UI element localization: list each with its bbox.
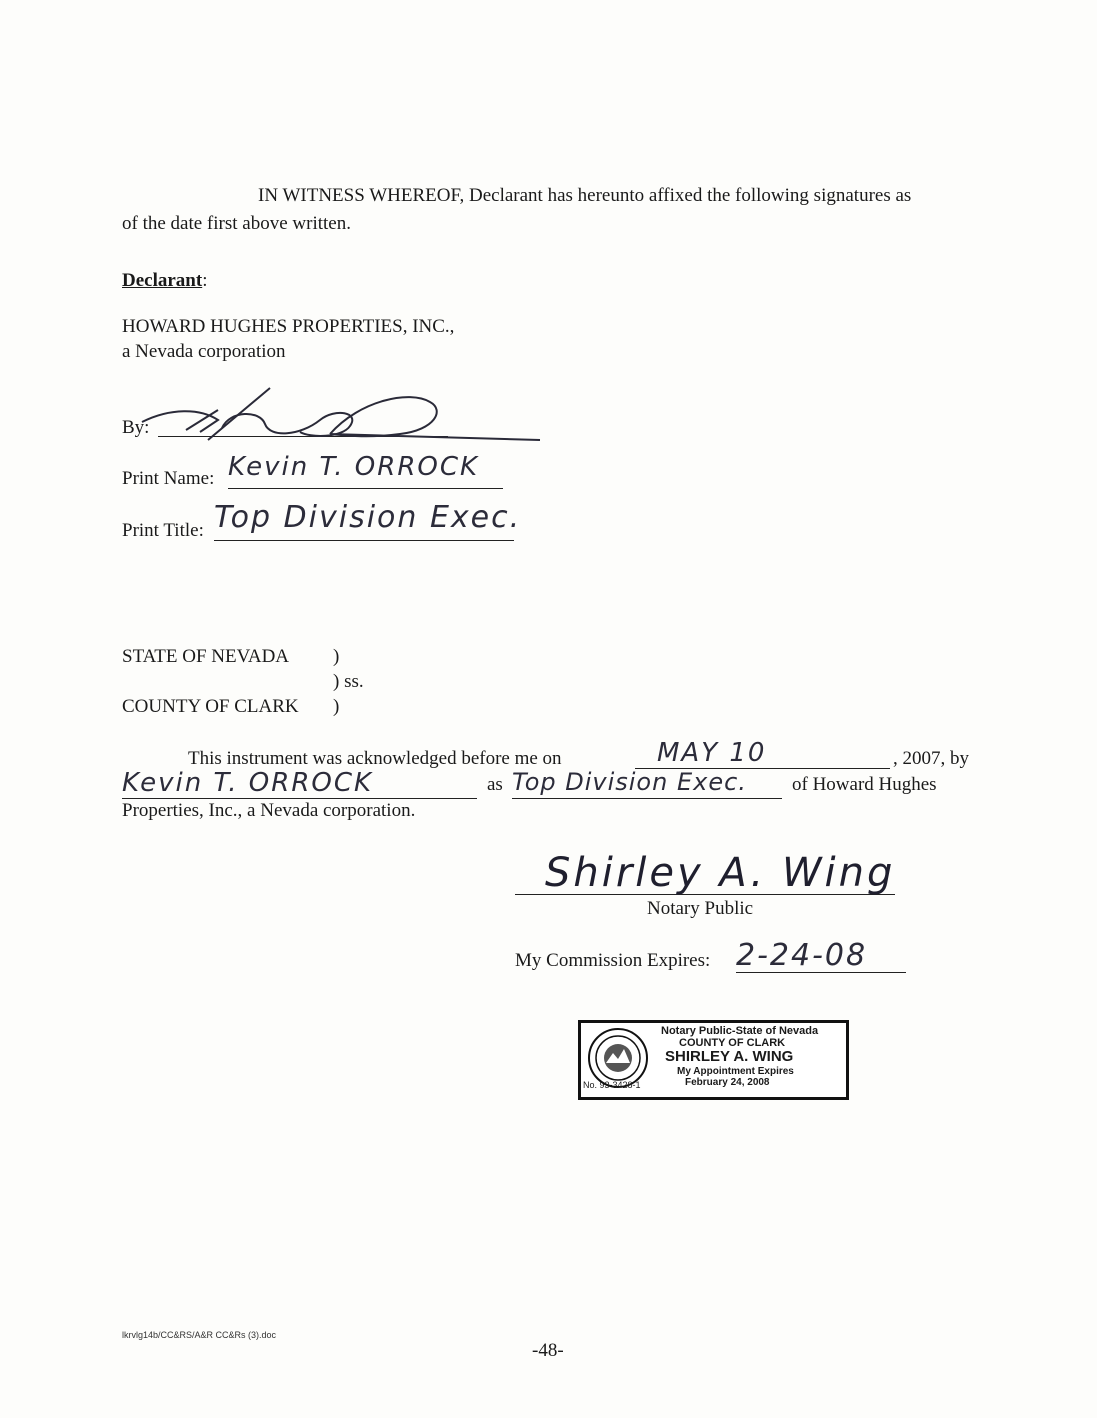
print-name-field	[228, 452, 503, 489]
venue-paren-3: )	[333, 696, 340, 717]
print-title-label: Print Title:	[122, 520, 204, 541]
commission-label: My Commission Expires:	[515, 950, 711, 971]
ack-text-start: This instrument was acknowledged before me on	[188, 748, 562, 769]
declarant-signature	[130, 380, 550, 460]
venue-state: STATE OF NEVADA	[122, 646, 290, 667]
witness-line-1: IN WITNESS WHEREOF, Declarant has hereunto affixed the following signatures as	[258, 185, 912, 206]
by-label: By:	[122, 417, 150, 438]
notary-label: Notary Public	[647, 898, 754, 919]
venue-ss: ) ss.	[333, 671, 364, 692]
page-number: -48-	[532, 1340, 564, 1361]
witness-line-2: of the date first above written.	[122, 213, 351, 234]
notary-stamp	[578, 1020, 849, 1100]
ack-of-company: of Howard Hughes	[792, 774, 937, 795]
print-title-handwritten: Top Division Exec.	[214, 500, 522, 535]
company-type: a Nevada corporation	[122, 341, 286, 362]
commission-field	[736, 938, 906, 973]
ack-line-3: Properties, Inc., a Nevada corporation.	[122, 800, 416, 821]
notary-signature-line	[515, 850, 895, 895]
ack-date-field	[635, 738, 890, 769]
footer-file-path: lkrvlg14b/CC&RS/A&R CC&Rs (3).doc	[122, 1330, 277, 1340]
venue-paren-1: )	[333, 646, 340, 667]
declarant-heading: Declarant:	[122, 270, 208, 291]
stamp-line-5: February 24, 2008	[685, 1077, 770, 1088]
ack-date-handwritten: MAY 10	[657, 738, 767, 768]
company-name: HOWARD HUGHES PROPERTIES, INC.,	[122, 316, 455, 337]
notary-signature: Shirley A. Wing	[545, 850, 896, 896]
ack-title-handwritten: Top Division Exec.	[512, 768, 747, 796]
print-title-field	[214, 500, 522, 541]
stamp-line-3: SHIRLEY A. WING	[665, 1048, 794, 1065]
print-name-label: Print Name:	[122, 468, 215, 489]
ack-name-handwritten: Kevin T. ORROCK	[122, 768, 374, 798]
stamp-line-1: Notary Public-State of Nevada	[661, 1025, 819, 1037]
ack-year-by: , 2007, by	[893, 748, 969, 769]
ack-name-field	[122, 768, 477, 799]
ack-as: as	[487, 774, 503, 795]
stamp-line-2: COUNTY OF CLARK	[679, 1037, 786, 1049]
venue-county: COUNTY OF CLARK	[122, 696, 299, 717]
print-name-handwritten: Kevin T. ORROCK	[228, 452, 480, 482]
ack-title-field	[512, 768, 782, 799]
stamp-number: No. 93-3428-1	[583, 1080, 641, 1090]
stamp-line-4: My Appointment Expires	[677, 1066, 794, 1077]
commission-handwritten: 2-24-08	[736, 938, 868, 973]
